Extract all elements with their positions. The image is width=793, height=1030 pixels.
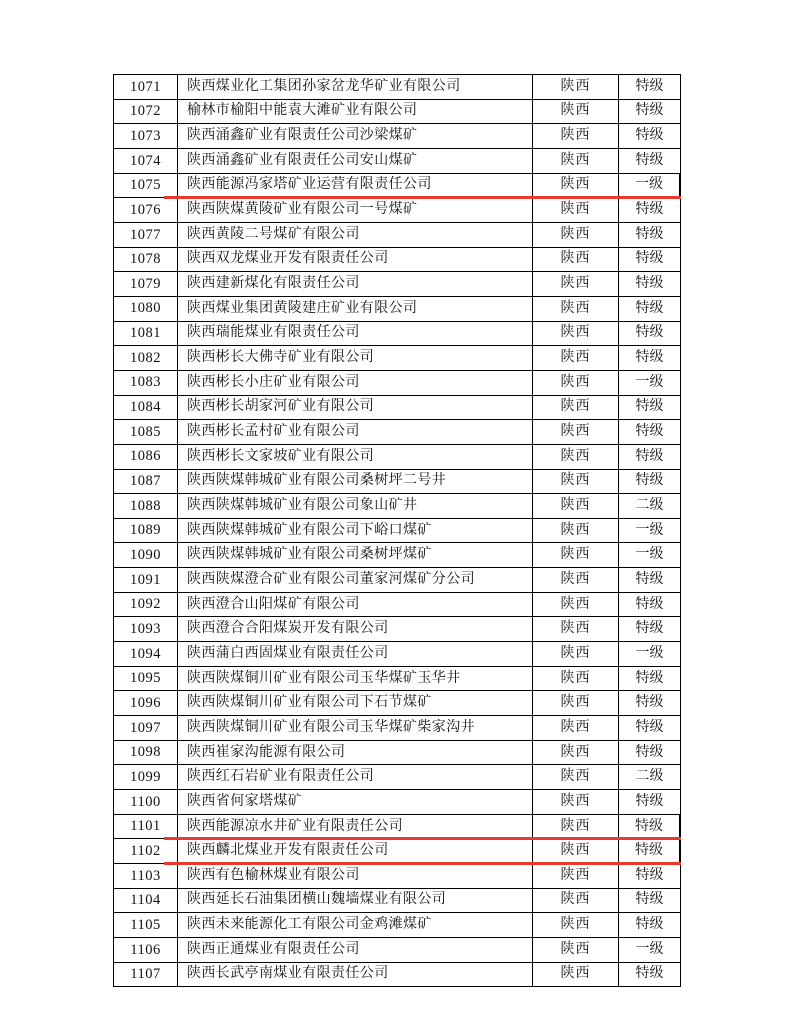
company-name-cell: 陕西彬长小庄矿业有限公司	[178, 371, 533, 395]
grade-cell: 特级	[635, 226, 664, 242]
company-name-cell: 陕西彬长大佛寺矿业有限公司	[178, 346, 533, 370]
table-row	[114, 741, 680, 766]
row-number-cell: 1092	[114, 593, 178, 617]
grade-cell: 特级	[635, 325, 664, 341]
grade-cell: 特级	[635, 300, 664, 316]
row-number-cell: 1086	[114, 445, 178, 469]
row-number-cell: 1097	[114, 716, 178, 740]
province-cell: 陕西	[533, 617, 619, 641]
grade-cell: 二级	[635, 497, 664, 513]
grade-cell: 特级	[619, 815, 680, 839]
table-row	[114, 75, 680, 100]
province-cell: 陕西	[533, 839, 619, 863]
grade-cell: 特级	[635, 202, 664, 218]
company-name-cell: 陕西陕煤黄陵矿业有限公司一号煤矿	[178, 198, 533, 222]
grade-cell: 特级	[635, 473, 664, 489]
province-cell: 陕西	[533, 198, 619, 222]
province-cell: 陕西	[533, 864, 619, 888]
company-name-cell: 陕西煤业集团黄陵建庄矿业有限公司	[178, 297, 533, 321]
grade-cell: 特级	[635, 892, 664, 908]
province-cell: 陕西	[533, 543, 619, 567]
row-number-cell: 1082	[114, 346, 178, 370]
table-row	[114, 100, 680, 125]
grade-cell: 特级	[635, 448, 664, 464]
row-number-cell: 1093	[114, 617, 178, 641]
company-name-cell: 陕西延长石油集团横山魏墙煤业有限公司	[178, 889, 533, 913]
company-name-cell: 陕西崔家沟能源有限公司	[178, 741, 533, 765]
table-row	[114, 297, 680, 322]
province-cell: 陕西	[533, 741, 619, 765]
table-row	[114, 396, 680, 421]
province-cell: 陕西	[533, 272, 619, 296]
grade-cell: 特级	[635, 276, 664, 292]
company-name-cell: 陕西有色榆林煤业有限公司	[178, 864, 533, 888]
province-cell: 陕西	[533, 790, 619, 814]
company-name-cell: 陕西涌鑫矿业有限责任公司沙梁煤矿	[178, 124, 533, 148]
grade-cell: 一级	[619, 174, 680, 198]
row-number-cell: 1077	[114, 223, 178, 247]
province-cell: 陕西	[533, 124, 619, 148]
row-number-cell: 1095	[114, 667, 178, 691]
province-cell: 陕西	[533, 913, 619, 937]
province-cell: 陕西	[533, 494, 619, 518]
company-name-cell: 陕西红石岩矿业有限责任公司	[178, 765, 533, 789]
province-cell: 陕西	[533, 642, 619, 666]
company-name-cell: 陕西正通煤业有限责任公司	[178, 938, 533, 962]
row-number-cell: 1096	[114, 691, 178, 715]
company-name-cell: 陕西能源凉水井矿业有限责任公司	[178, 815, 533, 839]
table-row	[114, 272, 680, 297]
company-name-cell: 陕西陕煤铜川矿业有限公司玉华煤矿玉华井	[178, 667, 533, 691]
table-row	[114, 568, 680, 593]
company-name-cell: 陕西涌鑫矿业有限责任公司安山煤矿	[178, 149, 533, 173]
province-cell: 陕西	[533, 396, 619, 420]
grade-cell: 一级	[635, 547, 664, 563]
company-name-cell: 陕西蒲白西固煤业有限责任公司	[178, 642, 533, 666]
row-number-cell: 1091	[114, 568, 178, 592]
grade-cell: 特级	[635, 103, 664, 119]
table-row	[114, 470, 680, 495]
province-cell: 陕西	[533, 716, 619, 740]
row-number-cell: 1090	[114, 543, 178, 567]
row-number-cell: 1071	[114, 75, 178, 99]
company-name-cell: 陕西澄合合阳煤炭开发有限公司	[178, 617, 533, 641]
company-name-cell: 陕西未来能源化工有限公司金鸡滩煤矿	[178, 913, 533, 937]
grade-cell: 特级	[635, 867, 664, 883]
province-cell: 陕西	[533, 470, 619, 494]
row-number-cell: 1102	[114, 839, 178, 863]
table-row	[114, 913, 680, 938]
row-number-cell: 1099	[114, 765, 178, 789]
company-name-cell: 陕西陕煤澄合矿业有限公司董家河煤矿分公司	[178, 568, 533, 592]
table-row	[114, 174, 680, 199]
grade-cell: 一级	[635, 645, 664, 661]
table-row	[114, 248, 680, 273]
company-name-cell: 陕西陕煤韩城矿业有限公司下峪口煤矿	[178, 519, 533, 543]
coal-mine-grade-table	[113, 74, 681, 987]
table-row	[114, 691, 680, 716]
table-row	[114, 543, 680, 568]
province-cell: 陕西	[533, 297, 619, 321]
company-name-cell: 陕西彬长文家坡矿业有限公司	[178, 445, 533, 469]
grade-cell: 特级	[635, 917, 664, 933]
grade-cell: 特级	[635, 744, 664, 760]
company-name-cell: 陕西建新煤化有限责任公司	[178, 272, 533, 296]
row-number-cell: 1100	[114, 790, 178, 814]
grade-cell: 特级	[635, 596, 664, 612]
grade-cell: 一级	[635, 941, 664, 957]
company-name-cell: 陕西陕煤韩城矿业有限公司桑树坪煤矿	[178, 543, 533, 567]
province-cell: 陕西	[533, 223, 619, 247]
table-row	[114, 198, 680, 223]
table-row	[114, 371, 680, 396]
grade-cell: 特级	[635, 719, 664, 735]
grade-cell: 特级	[635, 621, 664, 637]
province-cell: 陕西	[533, 568, 619, 592]
grade-cell: 特级	[635, 128, 664, 144]
province-cell: 陕西	[533, 445, 619, 469]
table-row	[114, 223, 680, 248]
table-row	[114, 839, 680, 864]
company-name-cell: 陕西陕煤铜川矿业有限公司玉华煤矿柴家沟井	[178, 716, 533, 740]
grade-cell: 一级	[635, 522, 664, 538]
province-cell: 陕西	[533, 519, 619, 543]
province-cell: 陕西	[533, 667, 619, 691]
row-number-cell: 1080	[114, 297, 178, 321]
row-number-cell: 1081	[114, 322, 178, 346]
row-number-cell: 1083	[114, 371, 178, 395]
grade-cell: 特级	[635, 571, 664, 587]
company-name-cell: 陕西煤业化工集团孙家岔龙华矿业有限公司	[178, 75, 533, 99]
grade-cell: 特级	[635, 251, 664, 267]
table-row	[114, 667, 680, 692]
row-number-cell: 1103	[114, 864, 178, 888]
company-name-cell: 陕西彬长孟村矿业有限公司	[178, 420, 533, 444]
row-number-cell: 1089	[114, 519, 178, 543]
grade-cell: 特级	[635, 399, 664, 415]
row-number-cell: 1085	[114, 420, 178, 444]
province-cell: 陕西	[533, 149, 619, 173]
table-row	[114, 790, 680, 815]
province-cell: 陕西	[533, 174, 619, 198]
row-number-cell: 1105	[114, 913, 178, 937]
province-cell: 陕西	[533, 248, 619, 272]
table-row	[114, 642, 680, 667]
table-row	[114, 889, 680, 914]
grade-cell: 二级	[635, 769, 664, 785]
row-number-cell: 1074	[114, 149, 178, 173]
province-cell: 陕西	[533, 100, 619, 124]
province-cell: 陕西	[533, 420, 619, 444]
grade-cell: 特级	[635, 793, 664, 809]
province-cell: 陕西	[533, 593, 619, 617]
company-name-cell: 陕西澄合山阳煤矿有限公司	[178, 593, 533, 617]
company-name-cell: 陕西长武亭南煤业有限责任公司	[178, 963, 533, 987]
row-number-cell: 1075	[114, 174, 178, 198]
table-row	[114, 617, 680, 642]
grade-cell: 特级	[635, 670, 664, 686]
company-name-cell: 陕西双龙煤业开发有限责任公司	[178, 248, 533, 272]
province-cell: 陕西	[533, 75, 619, 99]
table-row	[114, 124, 680, 149]
table-row	[114, 864, 680, 889]
company-name-cell: 榆林市榆阳中能袁大滩矿业有限公司	[178, 100, 533, 124]
row-number-cell: 1084	[114, 396, 178, 420]
grade-cell: 特级	[619, 839, 680, 863]
company-name-cell: 陕西麟北煤业开发有限责任公司	[178, 839, 533, 863]
grade-cell: 特级	[635, 152, 664, 168]
row-number-cell: 1107	[114, 963, 178, 987]
row-number-cell: 1079	[114, 272, 178, 296]
grade-cell: 特级	[635, 966, 664, 982]
table-row	[114, 815, 680, 840]
row-number-cell: 1076	[114, 198, 178, 222]
grade-cell: 特级	[635, 350, 664, 366]
table-row	[114, 938, 680, 963]
table-row	[114, 149, 680, 174]
province-cell: 陕西	[533, 371, 619, 395]
province-cell: 陕西	[533, 691, 619, 715]
row-number-cell: 1073	[114, 124, 178, 148]
table-row	[114, 963, 680, 987]
row-number-cell: 1094	[114, 642, 178, 666]
table-row	[114, 519, 680, 544]
row-number-cell: 1078	[114, 248, 178, 272]
company-name-cell: 陕西彬长胡家河矿业有限公司	[178, 396, 533, 420]
table-row	[114, 716, 680, 741]
grade-cell: 一级	[635, 374, 664, 390]
company-name-cell: 陕西陕煤韩城矿业有限公司桑树坪二号井	[178, 470, 533, 494]
province-cell: 陕西	[533, 322, 619, 346]
company-name-cell: 陕西瑞能煤业有限责任公司	[178, 322, 533, 346]
province-cell: 陕西	[533, 889, 619, 913]
province-cell: 陕西	[533, 938, 619, 962]
row-number-cell: 1101	[114, 815, 178, 839]
province-cell: 陕西	[533, 963, 619, 987]
row-number-cell: 1072	[114, 100, 178, 124]
grade-cell: 特级	[635, 424, 664, 440]
company-name-cell: 陕西黄陵二号煤矿有限公司	[178, 223, 533, 247]
province-cell: 陕西	[533, 765, 619, 789]
table-row	[114, 346, 680, 371]
row-number-cell: 1098	[114, 741, 178, 765]
company-name-cell: 陕西能源冯家塔矿业运营有限责任公司	[178, 174, 533, 198]
company-name-cell: 陕西陕煤铜川矿业有限公司下石节煤矿	[178, 691, 533, 715]
row-number-cell: 1088	[114, 494, 178, 518]
table-row	[114, 420, 680, 445]
table-row	[114, 593, 680, 618]
row-number-cell: 1106	[114, 938, 178, 962]
province-cell: 陕西	[533, 346, 619, 370]
table-row	[114, 765, 680, 790]
company-name-cell: 陕西陕煤韩城矿业有限公司象山矿井	[178, 494, 533, 518]
province-cell: 陕西	[533, 815, 619, 839]
row-number-cell: 1104	[114, 889, 178, 913]
grade-cell: 特级	[635, 695, 664, 711]
grade-cell: 特级	[635, 78, 664, 94]
table-row	[114, 445, 680, 470]
table-row	[114, 494, 680, 519]
company-name-cell: 陕西省何家塔煤矿	[178, 790, 533, 814]
row-number-cell: 1087	[114, 470, 178, 494]
table-row	[114, 322, 680, 347]
